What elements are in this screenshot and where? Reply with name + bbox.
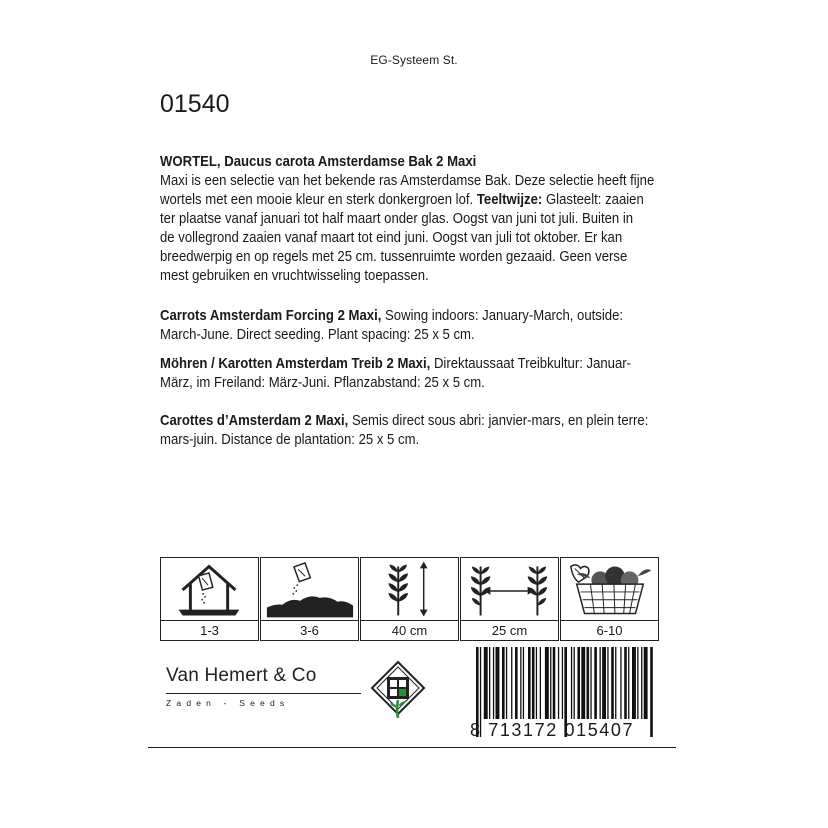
barcode-bar [624, 647, 627, 719]
barcode-bar [532, 647, 535, 719]
dutch-line: breedwerpig en op regels met 25 cm. tussenruimte worden gezaaid. Geen verse [160, 249, 628, 265]
english-title: Carrots Amsterdam Forcing 2 Maxi, [160, 308, 382, 324]
dutch-description [160, 153, 655, 286]
barcode-bar [632, 647, 636, 719]
dutch-line: Glasteelt: zaaien [542, 192, 644, 208]
dutch-line: Maxi is een selectie van het bekende ras Amsterdamse Bak. Deze selectie heeft fijne [160, 173, 655, 189]
barcode-bar [587, 647, 590, 719]
barcode-bar [607, 647, 608, 719]
seed-certification-emblem [370, 660, 426, 720]
barcode-bar [577, 647, 580, 719]
barcode-bar [536, 647, 537, 719]
english-description [160, 307, 624, 345]
french-title: Carottes d’Amsterdam 2 Maxi, [160, 413, 349, 429]
french-line: mars-juin. Distance de plantation: 25 x 5 cm. [160, 432, 420, 448]
barcode-bar [484, 647, 488, 719]
barcode-bar [641, 647, 642, 719]
barcode-bar [644, 647, 648, 719]
german-description [160, 355, 632, 393]
icon-cell-harvest [560, 557, 659, 641]
icon-label: 40 cm [391, 623, 428, 638]
barcode-bar [574, 647, 575, 719]
barcode-bar [637, 647, 638, 719]
german-line: Direktaussaat Treibkultur: Januar- [430, 356, 632, 372]
barcode-bar [506, 647, 507, 719]
system-label: EG-Systeem St. [370, 53, 458, 67]
barcode-bar [594, 647, 597, 719]
dutch-line: mest gebruiken en vruchtwisseling toepassen. [160, 268, 429, 284]
barcode-bar [600, 647, 601, 719]
cultivation-icons [160, 557, 660, 641]
barcode-bar [602, 647, 606, 719]
barcode-bar [523, 647, 524, 719]
icon-cell-outdoor [260, 557, 359, 641]
barcode-bar [502, 647, 505, 719]
company-name: Van Hemert & Co [166, 665, 317, 686]
bottom-rule [148, 747, 676, 748]
harvest-basket-icon [561, 558, 658, 621]
plant-spacing-icon [461, 558, 558, 621]
barcode-bar [620, 647, 621, 719]
barcode-bar [611, 647, 614, 719]
english-line: Sowing indoors: January-March, outside: [381, 308, 624, 324]
icon-label: 25 cm [491, 623, 528, 638]
barcode-bar [489, 647, 490, 719]
barcode-bar [545, 647, 549, 719]
product-code: 01540 [160, 90, 230, 118]
icon-cell-greenhouse [160, 557, 259, 641]
company-logo [166, 665, 366, 708]
barcode-bar [571, 647, 572, 719]
barcode-bar [550, 647, 551, 719]
barcode-bar [558, 647, 559, 719]
barcode-bar [493, 647, 494, 719]
barcode-bar [562, 647, 563, 719]
dutch-line: wortels met een mooie kleur en sterk donkergroen lof. [160, 192, 477, 208]
barcode-bar [553, 647, 556, 719]
icon-label: 1-3 [200, 623, 219, 638]
barcode-bar [628, 647, 629, 719]
plant-height-icon [361, 558, 458, 621]
icon-label: 3-6 [300, 623, 319, 638]
barcode-bar [540, 647, 541, 719]
icon-label: 6-10 [596, 623, 623, 638]
dutch-line: ter plaatse vanaf januari tot half maart onder glas. Oogst van juni tot juli. Buiten in [160, 211, 634, 227]
barcode-bar [590, 647, 591, 719]
greenhouse-sowing-icon [161, 558, 258, 621]
barcode-bar [615, 647, 616, 719]
barcode-bar [515, 647, 518, 719]
cultivation-label: Teeltwijze: [476, 192, 543, 208]
dutch-line: de vollegrond zaaien vanaf maart tot eind juni. Oogst van juli tot oktober. Er kan [160, 230, 623, 246]
outdoor-sowing-icon [261, 558, 358, 621]
logo-divider [166, 693, 361, 694]
dutch-title: WORTEL, Daucus carota Amsterdamse Bak 2 Maxi [160, 154, 477, 170]
barcode-bar [496, 647, 500, 719]
barcode-digits: 8 713172 015407 [470, 720, 635, 740]
barcode-bar [511, 647, 512, 719]
icon-cell-spacing [460, 557, 559, 641]
english-line: March-June. Direct seeding. Plant spacing: 25 x 5 cm. [160, 327, 475, 343]
barcode-bar [520, 647, 521, 719]
french-line: Semis direct sous abri: janvier-mars, en plein terre: [348, 413, 649, 429]
barcode-bar [581, 647, 585, 719]
german-title: Möhren / Karotten Amsterdam Treib 2 Maxi, [160, 356, 431, 372]
icon-cell-height [360, 557, 459, 641]
company-tagline: Zaden - Seeds [166, 698, 290, 708]
french-description [160, 412, 649, 450]
german-line: März, im Freiland: März-Juni. Pflanzabstand: 25 x 5 cm. [160, 375, 485, 391]
barcode-bar [528, 647, 531, 719]
